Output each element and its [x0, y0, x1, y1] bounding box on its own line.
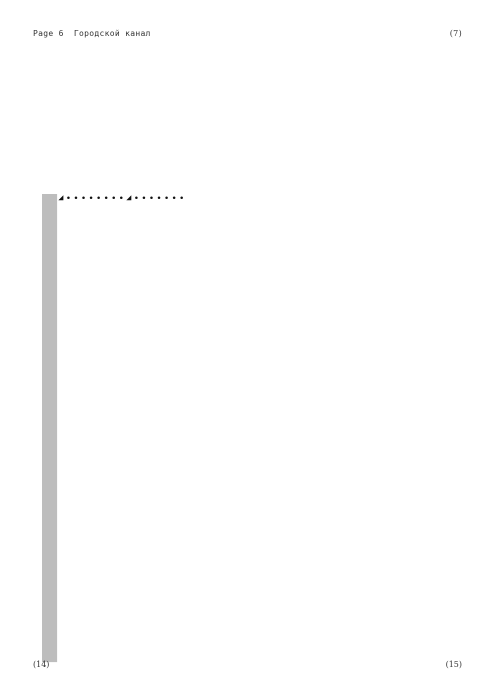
- grey-edge-strip: [42, 194, 57, 662]
- page-header-number: (7): [449, 29, 462, 38]
- page-footer-left-number: (14): [33, 660, 50, 669]
- stitch-symbols: [58, 195, 183, 200]
- page-header-title: Page 6 Городской канал: [33, 29, 151, 38]
- page-footer-right-number: (15): [445, 660, 462, 669]
